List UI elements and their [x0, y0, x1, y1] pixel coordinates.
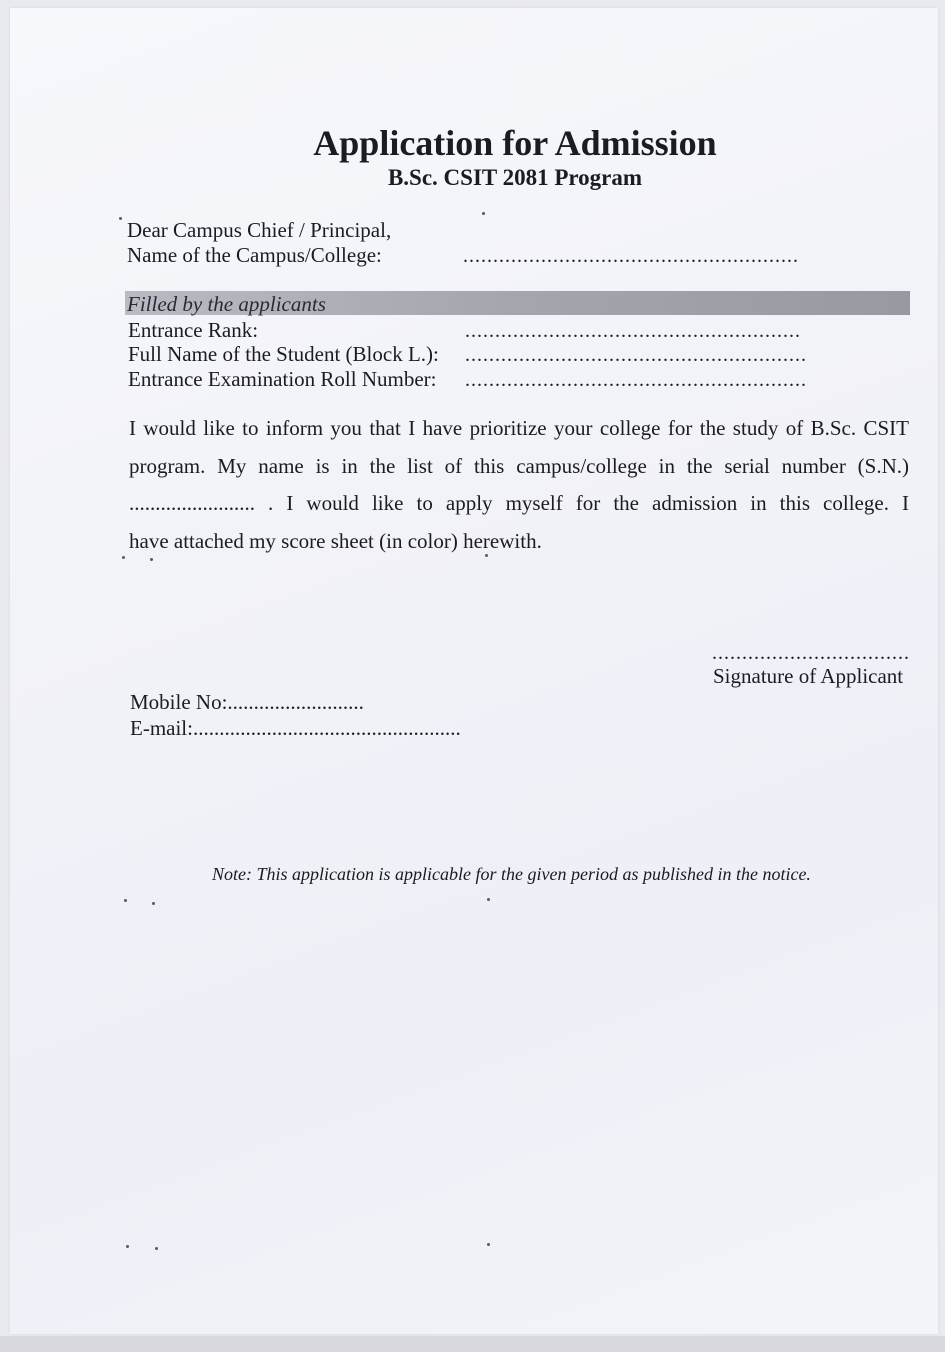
page-bottom-edge: [0, 1336, 945, 1352]
scan-speck: [487, 1243, 490, 1246]
scan-speck: [150, 558, 153, 561]
full-name-label: Full Name of the Student (Block L.):: [128, 342, 439, 366]
salutation-greeting: Dear Campus Chief / Principal,: [127, 218, 392, 242]
email-field[interactable]: E-mail:...................................................: [130, 716, 461, 740]
full-name-field[interactable]: .........................................................: [465, 344, 807, 366]
form-subtitle: B.Sc. CSIT 2081 Program: [387, 165, 643, 190]
scan-speck: [122, 556, 125, 559]
applicant-section-heading: Filled by the applicants: [127, 292, 326, 316]
scan-speck: [482, 212, 485, 215]
scan-speck: [152, 902, 155, 905]
body-line-1: I would like to inform you that I have prioritize your college for the study of B.Sc. CSIT: [129, 416, 909, 440]
body-line-2: program. My name is in the list of this campus/college in the serial number (S.N.): [129, 453, 909, 478]
campus-name-label: Name of the Campus/College:: [127, 243, 382, 267]
campus-name-field[interactable]: ........................................................: [463, 245, 799, 267]
scan-speck: [155, 1247, 158, 1250]
body-line-3: ........................ . I would like to apply myself for the admission in this college. I: [129, 491, 909, 515]
application-body: [129, 410, 909, 560]
entrance-rank-field[interactable]: ........................................................: [465, 320, 801, 342]
applicant-section-header: [125, 291, 910, 315]
scan-speck: [124, 899, 127, 902]
roll-number-field[interactable]: .........................................................: [465, 369, 807, 391]
scan-speck: [485, 554, 488, 557]
scan-speck: [487, 898, 490, 901]
mobile-number-field[interactable]: Mobile No:..........................: [130, 690, 364, 714]
scan-speck: [126, 1245, 129, 1248]
signature-label: Signature of Applicant: [713, 664, 904, 688]
scan-speck: [119, 217, 122, 220]
body-line-4: have attached my score sheet (in color) herewith.: [129, 528, 542, 553]
roll-number-label: Entrance Examination Roll Number:: [128, 367, 437, 391]
signature-line[interactable]: .................................: [712, 642, 910, 664]
application-note: Note: This application is applicable for the given period as published in the notice.: [212, 864, 811, 884]
form-title: Application for Admission: [313, 123, 717, 163]
entrance-rank-label: Entrance Rank:: [128, 318, 259, 342]
